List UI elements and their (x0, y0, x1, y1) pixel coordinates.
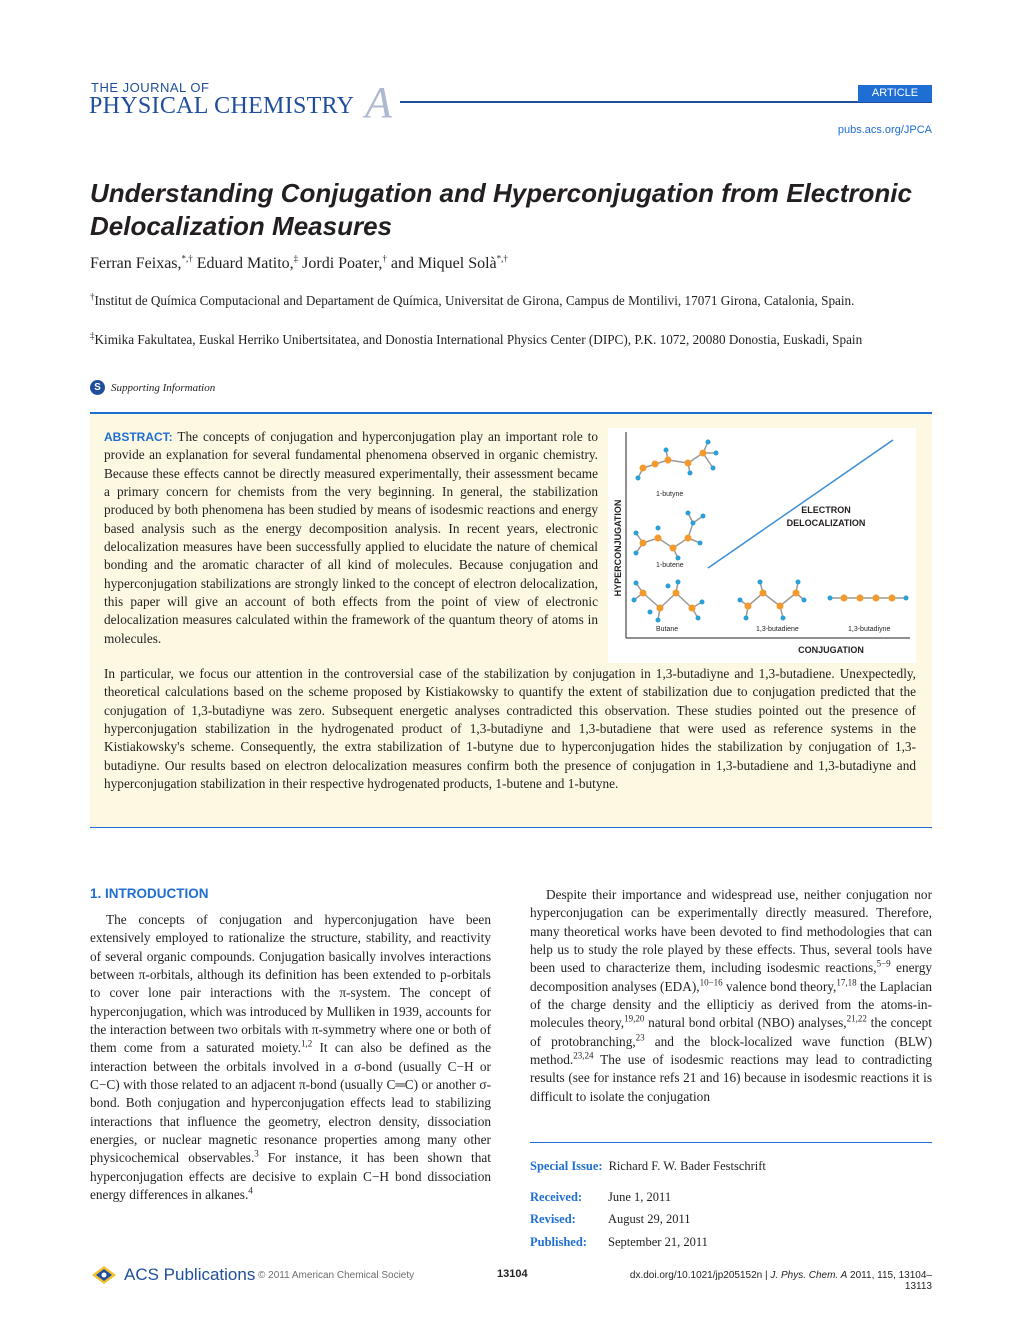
author-mark: † (382, 253, 387, 264)
label-1-butene: 1-butene (656, 562, 684, 569)
supporting-info-link[interactable] (90, 380, 215, 395)
article-metadata (530, 1155, 932, 1253)
acs-publications-text: ACS Publications (124, 1265, 256, 1284)
label-1-butyne: 1-butyne (656, 491, 684, 498)
atoms-1-butene (634, 511, 706, 561)
abstract-heading: ABSTRACT: (104, 430, 173, 444)
copyright-text: © 2011 American Chemical Society (258, 1270, 415, 1281)
affiliation-mark: ‡ (90, 330, 95, 341)
y-axis-label: HYPERCONJUGATION (613, 499, 623, 597)
acs-logo-icon (90, 1264, 118, 1286)
molecule-1-butene (636, 513, 703, 558)
acs-publications-logo[interactable] (90, 1264, 255, 1286)
molecule-butadiyne (828, 595, 909, 602)
journal-name-line1: THE JOURNAL OF (91, 80, 210, 95)
special-issue-label: Special Issue: (530, 1159, 603, 1173)
page-number: 13104 (497, 1268, 528, 1280)
citation-link[interactable]: 10−16 (699, 977, 723, 988)
affiliation-text: Institut de Química Computacional and Departament de Química, Universitat de Girona, Campus de Montilivi, 17071 Girona, Catalonia, Spain. (94, 293, 855, 308)
journal-name-line2: PHYSICAL CHEMISTRY (89, 93, 355, 119)
intro-text: energy decomposition analyses (EDA), (530, 960, 932, 994)
citation-link[interactable]: 3 (254, 1149, 259, 1160)
x-axis-label: CONJUGATION (798, 645, 864, 655)
revised-row (530, 1208, 932, 1231)
affiliation-text: Kimika Fakultatea, Euskal Herriko Unibertsitatea, and Donostia International Physics Center (DIPC), P.K. 1072, 20080 Donostia, Euskadi, Spain (94, 332, 863, 347)
intro-right-column (530, 886, 932, 1106)
supporting-info-label: Supporting Information (111, 381, 216, 394)
intro-text: Despite their importance and widespread use, neither conjugation nor hyperconjugation can be experimentally directly measured. Therefore, many theoretical works have been devoted to find methodologies that can help us to study the role played by these effects. Thus, several tools have been used to characterize them, including isodesmic reactions, (530, 887, 932, 976)
intro-text: For instance, it has been shown that hyperconjugation effects are decisive to explain C−H bond dissociation energy differences in alkanes. (90, 1150, 491, 1203)
arrow-label-1: ELECTRON (801, 505, 851, 515)
citation-link[interactable]: 4 (248, 1185, 253, 1196)
journal-letter: A (365, 78, 392, 127)
article-type-badge: ARTICLE (858, 85, 932, 102)
author-name[interactable]: Ferran Feixas, (90, 255, 182, 272)
citation-text: 2011, 115, 13104–13113 (847, 1270, 932, 1292)
citation-link[interactable]: 17,18 (836, 977, 857, 988)
abstract-text-top (104, 428, 598, 648)
citation-link[interactable]: 23,24 (573, 1050, 594, 1061)
intro-text: and the block-localized wave function (BLW) method. (530, 1033, 932, 1068)
journal-abbrev: J. Phys. Chem. A (770, 1270, 848, 1281)
affiliation (90, 330, 932, 350)
section-heading-introduction: 1. INTRODUCTION (90, 886, 209, 901)
citation-link[interactable]: 5−9 (876, 958, 891, 969)
author-mark: ‡ (293, 253, 299, 264)
published-value: September 21, 2011 (608, 1234, 708, 1249)
author-name[interactable]: Eduard Matito, (192, 255, 294, 272)
intro-left-column (90, 911, 491, 1205)
published-label: Published: (530, 1234, 587, 1249)
supporting-info-icon: S (90, 380, 105, 395)
affiliation-mark: † (90, 291, 95, 302)
author-list (90, 254, 932, 274)
special-issue-value: Richard F. W. Bader Festschrift (608, 1159, 766, 1173)
header-rule (400, 101, 932, 103)
intro-text: valence bond theory, (722, 978, 837, 994)
author-name[interactable]: Jordi Poater, (298, 255, 383, 272)
citation-link[interactable]: 1,2 (300, 1038, 313, 1049)
metadata-rule (530, 1142, 932, 1143)
molecule-1-butyne (638, 442, 716, 478)
received-value: June 1, 2011 (608, 1189, 672, 1204)
received-label: Received: (530, 1189, 583, 1204)
label-butadiene: 1,3-butadiene (756, 626, 799, 633)
citation-link[interactable]: 23 (635, 1032, 645, 1043)
author-mark: *,† (496, 253, 508, 264)
abstract-text-bottom: In particular, we focus our attention in the controversial case of the stabilization by conjugation in 1,3-butadiyne and 1,3-butadiene. Unexpectedly, theoretical calculations based on the scheme proposed by Kistiakowsky to quantify the extent of stabilization due to conjugation predicted that the conjugation of 1,3-butadiyne was zero. Subsequent energetic analyses contradicted this observation. These studies pointed out the presence of hyperconjugation stabilization in the hydrogenated product of 1,3-butadiyne and 1,3-butadiene that were used as reference systems in the Kistiakowsky's scheme. Consequently, the extra stabilization of 1-butyne due to hyperconjugation hides the stabilization by conjugation of 1,3-butadiyne. Our results based on electron delocalization measures confirm both the presence of conjugation in 1,3-butadiene and 1,3-butadiyne and hyperconjugation stabilization in their respective hydrogenated products, 1-butene and 1-butyne. (104, 666, 916, 792)
intro-text: natural bond orbital (NBO) analyses, (644, 1015, 847, 1031)
published-row (530, 1231, 932, 1254)
citation-link[interactable]: 19,20 (624, 1013, 645, 1024)
citation-link[interactable]: 21,22 (846, 1013, 867, 1024)
affiliation (90, 291, 932, 311)
journal-url-link[interactable]: pubs.acs.org/JPCA (837, 124, 932, 136)
author-mark: *,† (181, 253, 193, 264)
label-butane: Butane (656, 626, 679, 633)
intro-text: the concept of protobranching, (530, 1015, 932, 1049)
label-butadiyne: 1,3-butadiyne (848, 626, 891, 633)
toc-graphic (608, 428, 916, 663)
intro-text: The concepts of conjugation and hyperconjugation have been extensively employed to rationalize the structure, stability, and reactivity of several organic compounds. Conjugation basically involves interactions between π-orbitals, although its definition has been extended to p-orbitals to cover lone pair interactions with the π-system. The concept of hyperconjugation, which was introduced by Mulliken in 1939, accounts for the interaction between two orbitals with π-symmetry where one or both of them come from a saturated moiety. (90, 912, 491, 1056)
doi-text: dx.doi.org/10.1021/jp205152n | (629, 1270, 768, 1281)
toc-graphic-svg (608, 428, 916, 663)
doi-citation[interactable] (620, 1270, 932, 1292)
revised-label: Revised: (530, 1212, 576, 1226)
delocalization-arrow (708, 440, 893, 568)
special-issue-row (530, 1155, 932, 1178)
arrow-label-2: DELOCALIZATION (786, 518, 866, 528)
intro-text: The use of isodesmic reactions may lead to contradicting results (see for instance refs 21 and 16) because in isodesmic reactions it is difficult to isolate the conjugation (530, 1052, 932, 1104)
intro-text: It can also be defined as the interaction between the orbitals involved in a σ-bond (usually C−H or C−C) with those related to an adjacent π-bond (usually C═C) or another σ-bond. Both conjugation and hyperconjugation effects lead to stabilizing interactions that influence the geometry, electron density, dissociation energies, or nuclear magnetic resonance properties among many other physicochemical observables. (90, 1040, 491, 1166)
author-name[interactable]: and Miquel Solà (386, 255, 497, 272)
article-title: Understanding Conjugation and Hyperconjugation from Electronic Delocalization Measures (90, 178, 912, 241)
molecule-butadiene (740, 582, 804, 618)
intro-text: the Laplacian of the charge density and the ellipticiy as derived from the atoms-in-molecules theory, (530, 978, 932, 1031)
abstract-part1: The concepts of conjugation and hyperconjugation play an important role to provide an explanation for several fundamental phenomena observed in organic chemistry. Because these effects cannot be directly measured experimentally, their assessment became a primary concern for chemists from the very beginning. In general, the stabilization produced by both phenomena has been studied by means of isodesmic reactions and energy based analysis such as the energy decomposition analysis. In recent years, electronic delocalization measures have been successfully applied to elucidate the nature of chemical bonding and the aromatic character of all kind of molecules. Because conjugation and hyperconjugation stabilizations are strongly linked to the concept of electron delocalization, this paper will give an account of both effects from the point of view of electronic delocalization measures calculated within the framework of the quantum theory of atoms in molecules. (104, 429, 598, 646)
revised-value: August 29, 2011 (608, 1212, 691, 1226)
received-row (530, 1186, 932, 1209)
